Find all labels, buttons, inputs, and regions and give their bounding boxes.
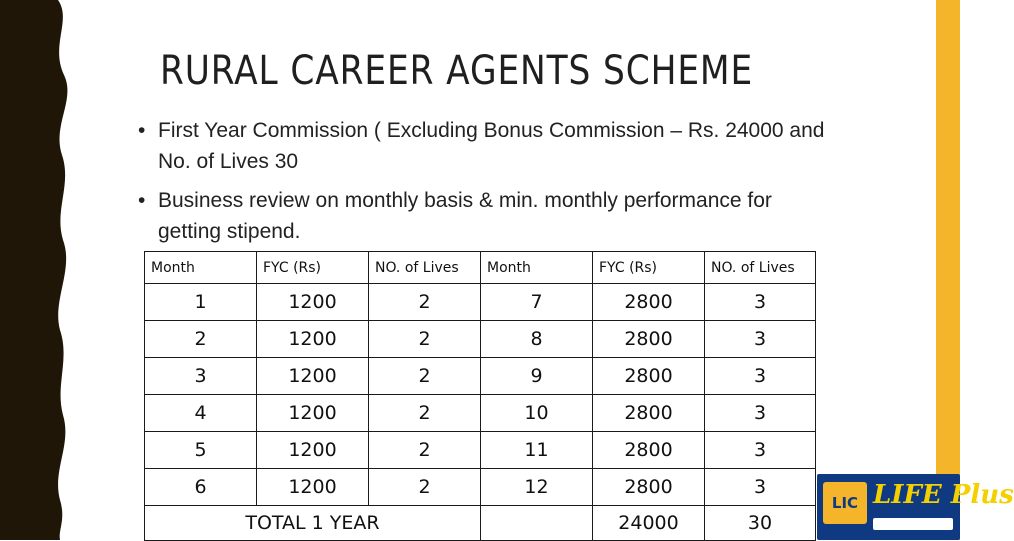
table-cell: 1200 <box>257 321 369 358</box>
header-fyc: FYC (Rs) <box>593 252 705 284</box>
table-cell: 1200 <box>257 284 369 321</box>
table-cell: 1200 <box>257 358 369 395</box>
table-cell: 2800 <box>593 358 705 395</box>
bullet-text: First Year Commission ( Excluding Bonus Commission – Rs. 24000 and No. of Lives 30 <box>158 119 825 173</box>
table-cell: 3 <box>705 358 816 395</box>
table-row <box>145 321 816 358</box>
bullet-list <box>138 115 838 255</box>
table-cell: 2800 <box>593 432 705 469</box>
table-row <box>145 284 816 321</box>
total-label: TOTAL 1 YEAR <box>145 506 481 541</box>
table-cell: 3 <box>705 469 816 506</box>
table-cell: 1200 <box>257 469 369 506</box>
bullet-dot: • <box>138 189 146 212</box>
bullet-dot: • <box>138 119 146 142</box>
table-cell: 2 <box>369 358 481 395</box>
table-cell: 9 <box>481 358 593 395</box>
table-cell: 10 <box>481 395 593 432</box>
table-total-row <box>145 506 816 541</box>
table-cell: 2 <box>145 321 257 358</box>
table-cell: 2 <box>369 432 481 469</box>
table-row <box>145 432 816 469</box>
table-cell: 2800 <box>593 321 705 358</box>
table-cell: 3 <box>705 321 816 358</box>
table-cell: 2 <box>369 395 481 432</box>
right-accent-band <box>936 0 960 540</box>
header-month: Month <box>481 252 593 284</box>
table-cell: 1200 <box>257 395 369 432</box>
table-cell: 3 <box>145 358 257 395</box>
table-cell: 11 <box>481 432 593 469</box>
table-row <box>145 358 816 395</box>
table-row <box>145 395 816 432</box>
header-month: Month <box>145 252 257 284</box>
table-cell: 6 <box>145 469 257 506</box>
table-cell: 2 <box>369 469 481 506</box>
schedule-table <box>144 251 816 541</box>
table-cell: 2800 <box>593 284 705 321</box>
left-decorative-border <box>0 0 75 540</box>
bullet-item <box>138 185 838 247</box>
table-cell: 7 <box>481 284 593 321</box>
slide-title: RURAL CAREER AGENTS SCHEME <box>160 48 754 94</box>
table-cell: 2800 <box>593 395 705 432</box>
header-lives: NO. of Lives <box>705 252 816 284</box>
table-cell: 2 <box>369 321 481 358</box>
bullet-item <box>138 115 838 177</box>
table-row <box>145 469 816 506</box>
table-header-row <box>145 252 816 284</box>
lic-emblem: LIC <box>823 482 867 524</box>
life-plus-wordmark: LIFE Plus <box>873 480 1014 510</box>
total-lives: 30 <box>705 506 816 541</box>
table-cell: 3 <box>705 284 816 321</box>
logo-tagline-strip <box>873 518 953 530</box>
table-cell: 12 <box>481 469 593 506</box>
table-cell: 2 <box>369 284 481 321</box>
table-cell: 3 <box>705 395 816 432</box>
table-cell: 8 <box>481 321 593 358</box>
total-fyc: 24000 <box>593 506 705 541</box>
table-cell: 1 <box>145 284 257 321</box>
header-lives: NO. of Lives <box>369 252 481 284</box>
table-cell: 3 <box>705 432 816 469</box>
bullet-text: Business review on monthly basis & min. monthly performance for getting stipend. <box>158 189 772 243</box>
table-cell: 2800 <box>593 469 705 506</box>
lic-life-plus-logo <box>817 474 1014 540</box>
table-cell: 4 <box>145 395 257 432</box>
header-fyc: FYC (Rs) <box>257 252 369 284</box>
total-empty-cell <box>481 506 593 541</box>
table-cell: 5 <box>145 432 257 469</box>
table-cell: 1200 <box>257 432 369 469</box>
